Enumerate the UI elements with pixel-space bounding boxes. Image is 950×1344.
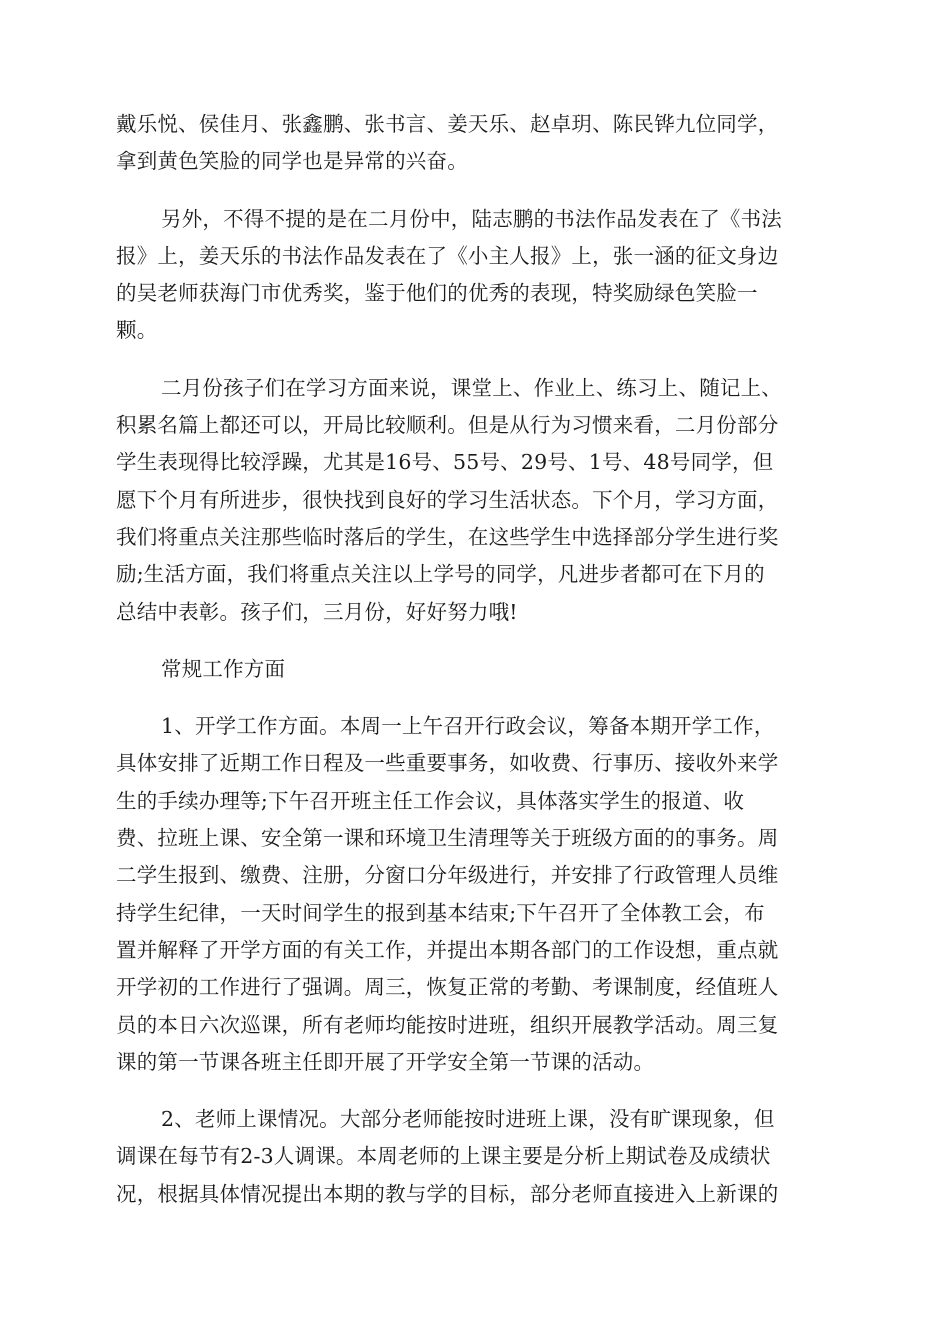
paragraph-calligraphy-awards <box>116 201 836 350</box>
paragraph-opening-work <box>116 708 836 1081</box>
paragraph-teacher-classes <box>116 1101 836 1213</box>
text-line: 积累名篇上都还可以，开局比较顺利。但是从行为习惯来看，二月份部分 <box>116 413 779 438</box>
text-line: 开学初的工作进行了强调。周三，恢复正常的考勤、考课制度，经值班人 <box>116 975 779 1000</box>
section-heading <box>116 651 836 688</box>
text-line: 2、老师上课情况。大部分老师能按时进班上课，没有旷课现象，但 <box>161 1107 775 1132</box>
text-line: 颗。 <box>116 318 158 343</box>
document-body <box>116 106 836 1233</box>
text-line: 励;生活方面，我们将重点关注以上学号的同学，凡进步者都可在下月的 <box>116 562 765 587</box>
text-line: 况，根据具体情况提出本期的教与学的目标，部分老师直接进入上新课的 <box>116 1181 779 1206</box>
text-line: 报》上，姜天乐的书法作品发表在了《小主人报》上，张一涵的征文身边 <box>116 243 779 268</box>
text-line: 总结中表彰。孩子们，三月份，好好努力哦! <box>116 599 518 624</box>
text-line: 另外，不得不提的是在二月份中，陆志鹏的书法作品发表在了《书法 <box>161 206 782 231</box>
text-line: 戴乐悦、侯佳月、张鑫鹏、张书言、姜天乐、赵卓玥、陈民铧九位同学， <box>116 112 779 136</box>
text-line: 生的手续办理等;下午召开班主任工作会议，具体落实学生的报道、收 <box>116 788 745 813</box>
text-line: 费、拉班上课、安全第一课和环境卫生清理等关于班级方面的的事务。周 <box>116 826 779 851</box>
text-line: 二学生报到、缴费、注册，分窗口分年级进行，并安排了行政管理人员维 <box>116 863 779 888</box>
text-line: 具体安排了近期工作日程及一些重要事务，如收费、行事历、接收外来学 <box>116 751 779 776</box>
text-line: 持学生纪律，一天时间学生的报到基本结束;下午召开了全体教工会，布 <box>116 900 765 925</box>
paragraph-student-names <box>116 106 836 181</box>
text-line: 员的本日六次巡课，所有老师均能按时进班，组织开展教学活动。周三复 <box>116 1012 779 1037</box>
text-line: 1、开学工作方面。本周一上午召开行政会议，筹备本期开学工作， <box>161 714 775 739</box>
text-line: 课的第一节课各班主任即开展了开学安全第一节课的活动。 <box>116 1049 655 1074</box>
text-line: 的吴老师获海门市优秀奖，鉴于他们的优秀的表现，特奖励绿色笑脸一 <box>116 281 758 306</box>
text-line: 置并解释了开学方面的有关工作，并提出本期各部门的工作设想，重点就 <box>116 937 779 962</box>
paragraph-february-summary <box>116 370 836 631</box>
text-line: 我们将重点关注那些临时落后的学生，在这些学生中选择部分学生进行奖 <box>116 524 779 549</box>
text-line: 调课在每节有2-3人调课。本周老师的上课主要是分析上期试卷及成绩状 <box>116 1144 771 1169</box>
text-line: 愿下个月有所进步，很快找到良好的学习生活状态。下个月，学习方面， <box>116 487 779 512</box>
text-line: 二月份孩子们在学习方面来说，课堂上、作业上、练习上、随记上、 <box>161 375 782 400</box>
section-heading-text: 常规工作方面 <box>161 656 286 681</box>
text-line: 拿到黄色笑脸的同学也是异常的兴奋。 <box>116 149 468 174</box>
text-line: 学生表现得比较浮躁，尤其是16号、55号、29号、1号、48号同学，但 <box>116 450 774 475</box>
